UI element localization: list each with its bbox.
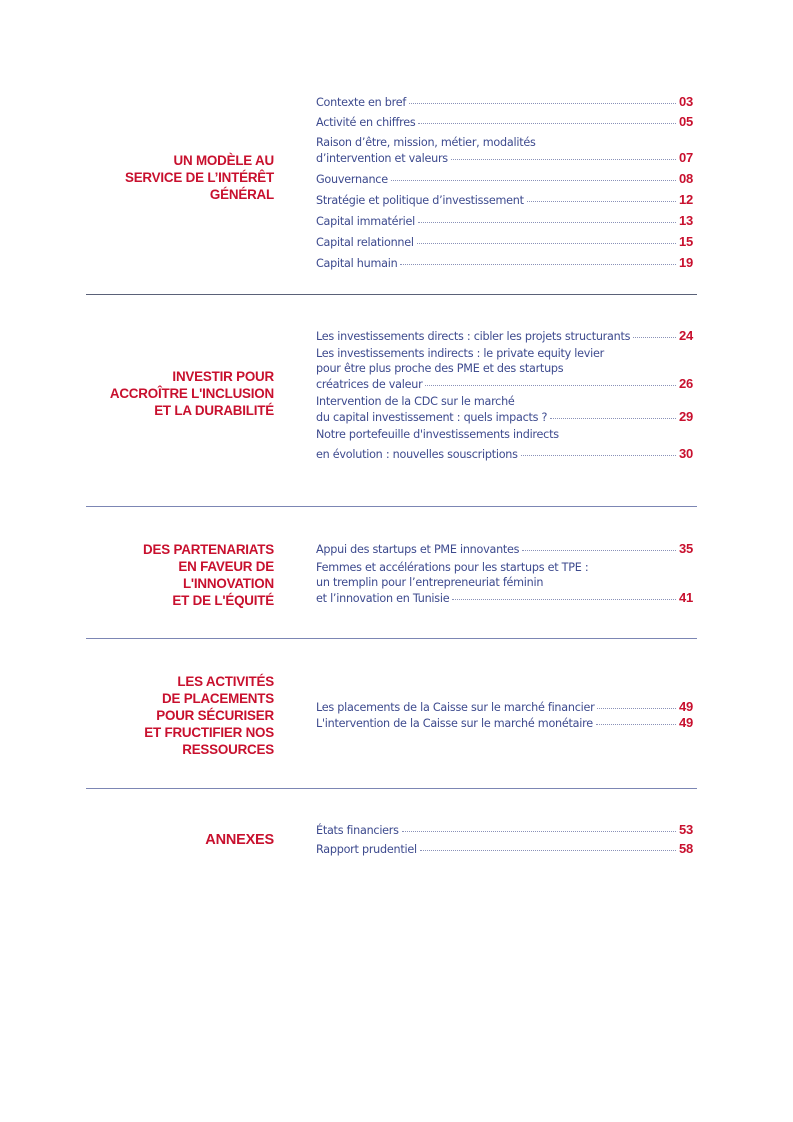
page-number[interactable]: 05 <box>679 114 693 129</box>
page-number[interactable]: 03 <box>679 94 693 109</box>
page-number[interactable]: 08 <box>679 171 693 186</box>
section-title-line: ET FRUCTIFIER NOS <box>144 725 274 740</box>
section-title-line: L'INNOVATION <box>182 576 274 591</box>
dot-leader <box>451 159 676 160</box>
dot-leader <box>522 550 676 551</box>
toc-entries <box>316 328 693 462</box>
entry-title[interactable]: et l’innovation en Tunisie <box>316 592 450 605</box>
toc-entry[interactable] <box>316 114 693 130</box>
toc-entry[interactable] <box>316 394 693 425</box>
entry-title[interactable]: États financiers <box>316 824 399 837</box>
entry-title[interactable]: Femmes et accélérations pour les startups et TPE : <box>316 561 589 574</box>
dot-leader <box>420 850 676 851</box>
toc-entry[interactable] <box>316 213 693 229</box>
dot-leader <box>409 103 676 104</box>
section-title-line: ACCROÎTRE L'INCLUSION <box>109 386 274 401</box>
dot-leader <box>633 337 676 338</box>
toc-entry[interactable] <box>316 346 693 392</box>
entry-title[interactable]: Capital humain <box>316 257 398 270</box>
entry-title[interactable]: du capital investissement : quels impacts ? <box>316 411 548 424</box>
page-number[interactable]: 41 <box>679 590 693 605</box>
section-title <box>74 673 274 758</box>
dot-leader <box>400 264 676 265</box>
section-title-line: GÉNÉRAL <box>209 187 274 202</box>
toc-entry[interactable] <box>316 171 693 187</box>
toc-entries <box>316 94 693 271</box>
dot-leader <box>391 180 676 181</box>
section-divider <box>86 788 697 789</box>
section-divider <box>86 506 697 507</box>
section-title-line: RESSOURCES <box>182 742 274 757</box>
page-number[interactable]: 07 <box>679 150 693 165</box>
section-title-line: SERVICE DE L’INTÉRÊT <box>124 170 274 185</box>
entry-title[interactable]: créatrices de valeur <box>316 378 423 391</box>
entry-title[interactable]: Capital relationnel <box>316 236 414 249</box>
section-title <box>74 541 274 609</box>
section-title <box>74 152 274 203</box>
section-title <box>74 832 274 849</box>
section-divider <box>86 294 697 295</box>
toc-entries <box>316 541 693 606</box>
entry-title[interactable]: Les investissements indirects : le private equity levier <box>316 347 605 360</box>
section-title <box>74 368 274 419</box>
toc-entry[interactable] <box>316 427 693 462</box>
dot-leader <box>425 385 676 386</box>
entry-title[interactable]: L'intervention de la Caisse sur le marché monétaire <box>316 717 593 730</box>
toc-entry[interactable] <box>316 822 693 838</box>
page-number[interactable]: 15 <box>679 234 693 249</box>
section-divider <box>86 638 697 639</box>
dot-leader <box>527 201 676 202</box>
toc-entry[interactable] <box>316 255 693 271</box>
entry-title[interactable]: Raison d’être, mission, métier, modalités <box>316 136 536 149</box>
page-number[interactable]: 24 <box>679 328 693 343</box>
dot-leader <box>402 831 676 832</box>
toc-entry[interactable] <box>316 699 693 715</box>
section-title-line: UN MODÈLE AU <box>173 153 274 168</box>
entry-title[interactable]: Rapport prudentiel <box>316 843 417 856</box>
entry-title[interactable]: Intervention de la CDC sur le marché <box>316 395 515 408</box>
page-number[interactable]: 49 <box>679 715 693 730</box>
entry-title[interactable]: pour être plus proche des PME et des startups <box>316 362 564 375</box>
entry-title[interactable]: d’intervention et valeurs <box>316 152 448 165</box>
page-number[interactable]: 13 <box>679 213 693 228</box>
page-number[interactable]: 19 <box>679 255 693 270</box>
entry-title[interactable]: Activité en chiffres <box>316 116 416 129</box>
section-title-line: ET DE L'ÉQUITÉ <box>172 593 274 608</box>
dot-leader <box>597 708 676 709</box>
entry-title[interactable]: Gouvernance <box>316 173 388 186</box>
entry-title[interactable]: Appui des startups et PME innovantes <box>316 543 520 556</box>
section-title-line: ANNEXES <box>205 832 274 848</box>
page-number[interactable]: 30 <box>679 446 693 461</box>
toc-entry[interactable] <box>316 715 693 731</box>
entry-title[interactable]: un tremplin pour l’entrepreneuriat féminin <box>316 576 544 589</box>
section-title-line: ET LA DURABILITÉ <box>154 403 274 418</box>
entry-title[interactable]: Contexte en bref <box>316 96 407 109</box>
section-title-line: DE PLACEMENTS <box>162 691 274 706</box>
page-number[interactable]: 26 <box>679 376 693 391</box>
section-title-line: INVESTIR POUR <box>172 369 274 384</box>
toc-entry[interactable] <box>316 234 693 250</box>
entry-title[interactable]: Les placements de la Caisse sur le marché financier <box>316 701 595 714</box>
entry-title[interactable]: Stratégie et politique d’investissement <box>316 194 524 207</box>
dot-leader <box>521 455 676 456</box>
page-number[interactable]: 49 <box>679 699 693 714</box>
dot-leader <box>550 418 676 419</box>
dot-leader <box>452 599 676 600</box>
toc-entry[interactable] <box>316 94 693 110</box>
page-number[interactable]: 12 <box>679 192 693 207</box>
page-number[interactable]: 53 <box>679 822 693 837</box>
dot-leader <box>596 724 676 725</box>
entry-title[interactable]: Notre portefeuille d'investissements indirects <box>316 428 559 441</box>
toc-entry[interactable] <box>316 192 693 208</box>
entry-title[interactable]: Les investissements directs : cibler les projets structurants <box>316 330 631 343</box>
toc-entry[interactable] <box>316 841 693 857</box>
section-title-line: DES PARTENARIATS <box>143 542 274 557</box>
toc-entry[interactable] <box>316 560 693 606</box>
section-title-line: EN FAVEUR DE <box>178 559 274 574</box>
dot-leader <box>418 222 676 223</box>
dot-leader <box>418 123 676 124</box>
section-title-line: POUR SÉCURISER <box>156 708 274 723</box>
section-title-line: LES ACTIVITÉS <box>177 674 274 689</box>
entry-title[interactable]: Capital immatériel <box>316 215 416 228</box>
page-number[interactable]: 35 <box>679 541 693 556</box>
page-number[interactable]: 29 <box>679 409 693 424</box>
toc-entries <box>316 822 693 857</box>
dot-leader <box>417 243 676 244</box>
entry-title[interactable]: en évolution : nouvelles souscriptions <box>316 448 518 461</box>
toc-entry[interactable] <box>316 541 693 557</box>
toc-entries <box>316 699 693 731</box>
toc-entry[interactable] <box>316 328 693 344</box>
toc-entry[interactable] <box>316 135 693 166</box>
page-number[interactable]: 58 <box>679 841 693 856</box>
